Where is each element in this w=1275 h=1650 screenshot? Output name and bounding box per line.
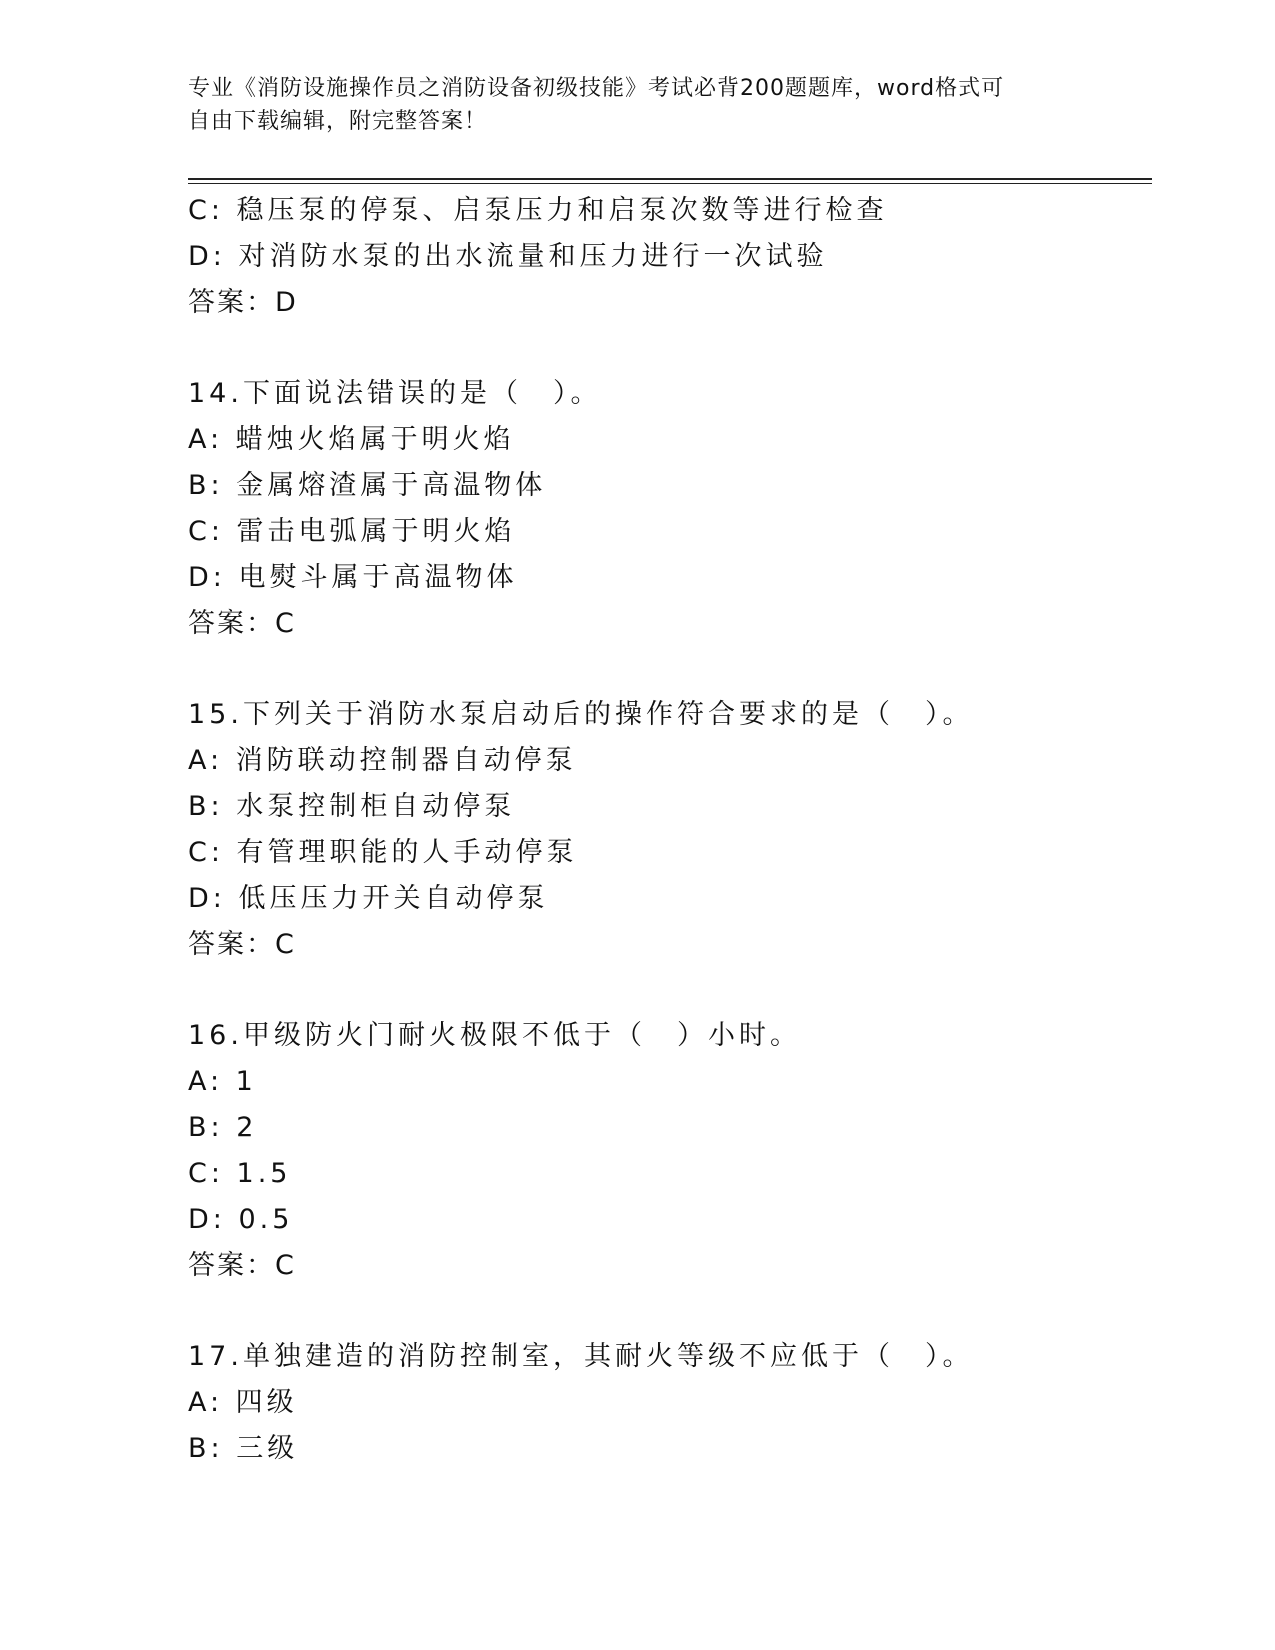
option-a: A: 四级 (188, 1387, 298, 1418)
option-b: B: 三级 (188, 1433, 299, 1464)
question-15 (188, 692, 1152, 968)
option-b: B: 2 (188, 1112, 258, 1143)
question-14 (188, 371, 1152, 647)
question-13-continued (188, 188, 1152, 326)
option-d: D: 低压压力开关自动停泵 (188, 883, 549, 914)
question-stem: 17.单独建造的消防控制室，其耐火等级不应低于（ ）。 (188, 1341, 974, 1372)
option-a: A: 消防联动控制器自动停泵 (188, 745, 577, 776)
question-16 (188, 1013, 1152, 1289)
option-a: A: 蜡烛火焰属于明火焰 (188, 424, 515, 455)
header-line-2: 自由下载编辑，附完整答案！ (188, 109, 488, 134)
option-a: A: 1 (188, 1066, 257, 1097)
option-d: D: 对消防水泵的出水流量和压力进行一次试验 (188, 241, 828, 272)
question-stem: 15.下列关于消防水泵启动后的操作符合要求的是（ ）。 (188, 699, 974, 730)
option-c: C: 雷击电弧属于明火焰 (188, 516, 516, 547)
option-c: C: 稳压泵的停泵、启泵压力和启泵次数等进行检查 (188, 195, 888, 226)
question-stem: 16.甲级防火门耐火极限不低于（ ）小时。 (188, 1020, 801, 1051)
option-d: D: 0.5 (188, 1204, 294, 1235)
answer: 答案：C (188, 608, 296, 639)
option-b: B: 水泵控制柜自动停泵 (188, 791, 516, 822)
header-line-1: 专业《消防设施操作员之消防设备初级技能》考试必背200题题库，word格式可 (188, 76, 1005, 101)
header-divider (188, 178, 1152, 184)
answer: 答案：D (188, 287, 298, 318)
option-c: C: 1.5 (188, 1158, 292, 1189)
question-list (188, 188, 1152, 1472)
document-header (188, 72, 1068, 138)
answer: 答案：C (188, 929, 296, 960)
question-17 (188, 1334, 1152, 1472)
option-d: D: 电熨斗属于高温物体 (188, 562, 518, 593)
option-b: B: 金属熔渣属于高温物体 (188, 470, 547, 501)
question-stem: 14.下面说法错误的是（ ）。 (188, 378, 602, 409)
answer: 答案：C (188, 1250, 296, 1281)
option-c: C: 有管理职能的人手动停泵 (188, 837, 578, 868)
